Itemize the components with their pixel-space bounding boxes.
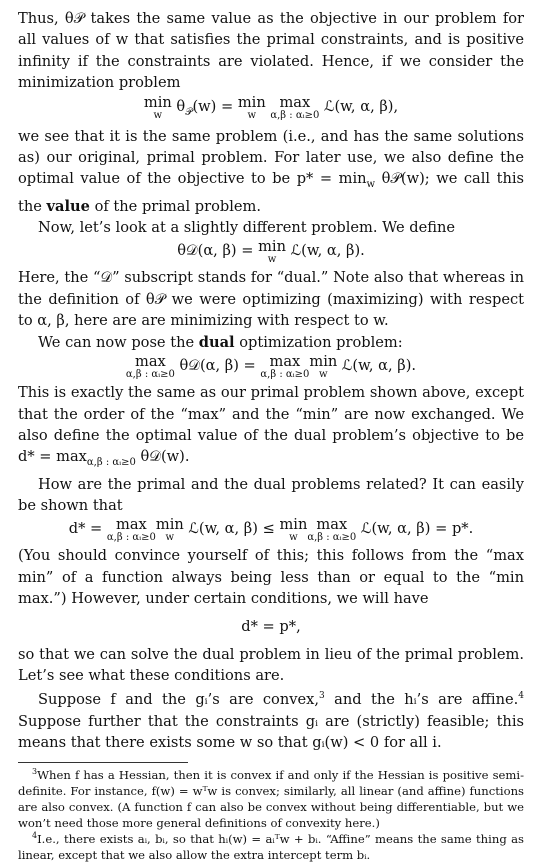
eq4-max2-operator: max α,β : αᵢ≥0 <box>307 516 357 544</box>
eq2-min-operator: min w <box>258 238 286 266</box>
footnote-separator <box>18 762 188 763</box>
paragraph-dual-subscript: Here, the “𝒟” subscript stands for “dual.” Note also that whereas in the definition of θ𝒫 we were optimizing (maximizing) with respect to α, β, here are are minimizing with respect to w. <box>18 269 524 330</box>
paragraph-dual-problem: We can now pose the dual optimization problem: <box>38 333 403 351</box>
footnote-ref-4: 4 <box>518 691 524 702</box>
footnote-4: $^4$I.e., there exists aᵢ, bᵢ, so that hᵢ(w) = aᵢᵀw + bᵢ. “Affine” means the same thing as linear, except that we also allow the extra intercept term bᵢ. <box>18 830 524 862</box>
eq4-min-operator: min w <box>155 516 184 544</box>
value-keyword: value <box>46 197 90 215</box>
paragraph-relation-question: How are the primal and the dual problems related? It can easily be shown that <box>18 475 524 515</box>
paragraph-define-dual: Now, let’s look at a slightly different problem. We define <box>38 219 456 237</box>
eq1-min2-operator: min w <box>237 93 266 121</box>
eq1-max-operator: max α,β : αᵢ≥0 <box>270 93 320 121</box>
paragraph-convince: (You should convince yourself of this; this follows from the “max min” of a function always being less than or equal to the “min max.”) However, under certain conditions, we will have <box>18 547 524 608</box>
paragraph-primal-value: we see that it is the same problem (i.e., and has the same solutions as) our original, primal problem. For later use, we also define the optimal value of the objective to be $p* = \min_w$ θ𝒫(w); we call this the value of the primal problem. <box>18 127 524 215</box>
dual-keyword: dual <box>198 333 235 351</box>
footnote-ref-3: 3 <box>318 691 325 702</box>
eq3-min-operator: min w <box>309 353 338 381</box>
eq3-max2-operator: max α,β : αᵢ≥0 <box>260 353 310 381</box>
eq1-min-operator: min w <box>143 93 172 121</box>
equation-strong-duality: d* = p*, <box>241 617 301 635</box>
equation-dual-problem: max α,β : αᵢ≥0 θ𝒟(α, β) = max α,β : αᵢ≥0 min w ℒ(w, α, β). <box>125 353 417 381</box>
eq4-max-operator: max α,β : αᵢ≥0 <box>106 516 156 544</box>
footnote-3: $^3$When f has a Hessian, then it is convex if and only if the Hessian is positive semi-definite. For instance, f(w) = wᵀw is convex; similarly, all linear (and affine) functions are also convex. (A function f can also be convex without being differentiable, but we won’t need those more general definitions of convexity here.) <box>18 766 524 830</box>
equation-primal-minimization: min w $\theta_𝒫(w) = \min$ w max α,β : αᵢ≥0 ℒ(w, α, β), <box>143 93 399 121</box>
equation-theta-d: θ𝒟(α, β) = min w ℒ(w, α, β). <box>177 238 365 266</box>
eq4-min2-operator: min w <box>279 516 308 544</box>
equation-weak-duality: d* = max α,β : αᵢ≥0 min w ℒ(w, α, β) ≤ min w max α,β : αᵢ≥0 ℒ(w, α, β) = p*. <box>68 516 474 544</box>
paragraph-convexity-assumptions: Suppose f and the gᵢ’s are convex,$^3$ and the hᵢ’s are affine.$^4$ Suppose further that the constraints gᵢ are (strictly) feasible; this means that there exists some w so that gᵢ(w) < 0 for all i. <box>18 691 524 752</box>
paragraph-conditions: so that we can solve the dual problem in lieu of the primal problem. Let’s see what these conditions are. <box>18 645 524 685</box>
paragraph-primal-intro: Thus, θ𝒫 takes the same value as the objective in our problem for all values of w that satisfies the primal constraints, and is positive infinity if the constraints are violated. Hence, if we consider the minimization problem <box>18 10 524 92</box>
eq3-max-operator: max α,β : αᵢ≥0 <box>125 353 175 381</box>
paragraph-exchange: This is exactly the same as our primal problem shown above, except that the order of the “max” and the “min” are now exchanged. We also define the optimal value of the dual problem’s objective to be $d* = \max_{\alpha,\beta : \alpha ᵢ\ge 0}$ θ𝒟(w). <box>18 384 524 469</box>
